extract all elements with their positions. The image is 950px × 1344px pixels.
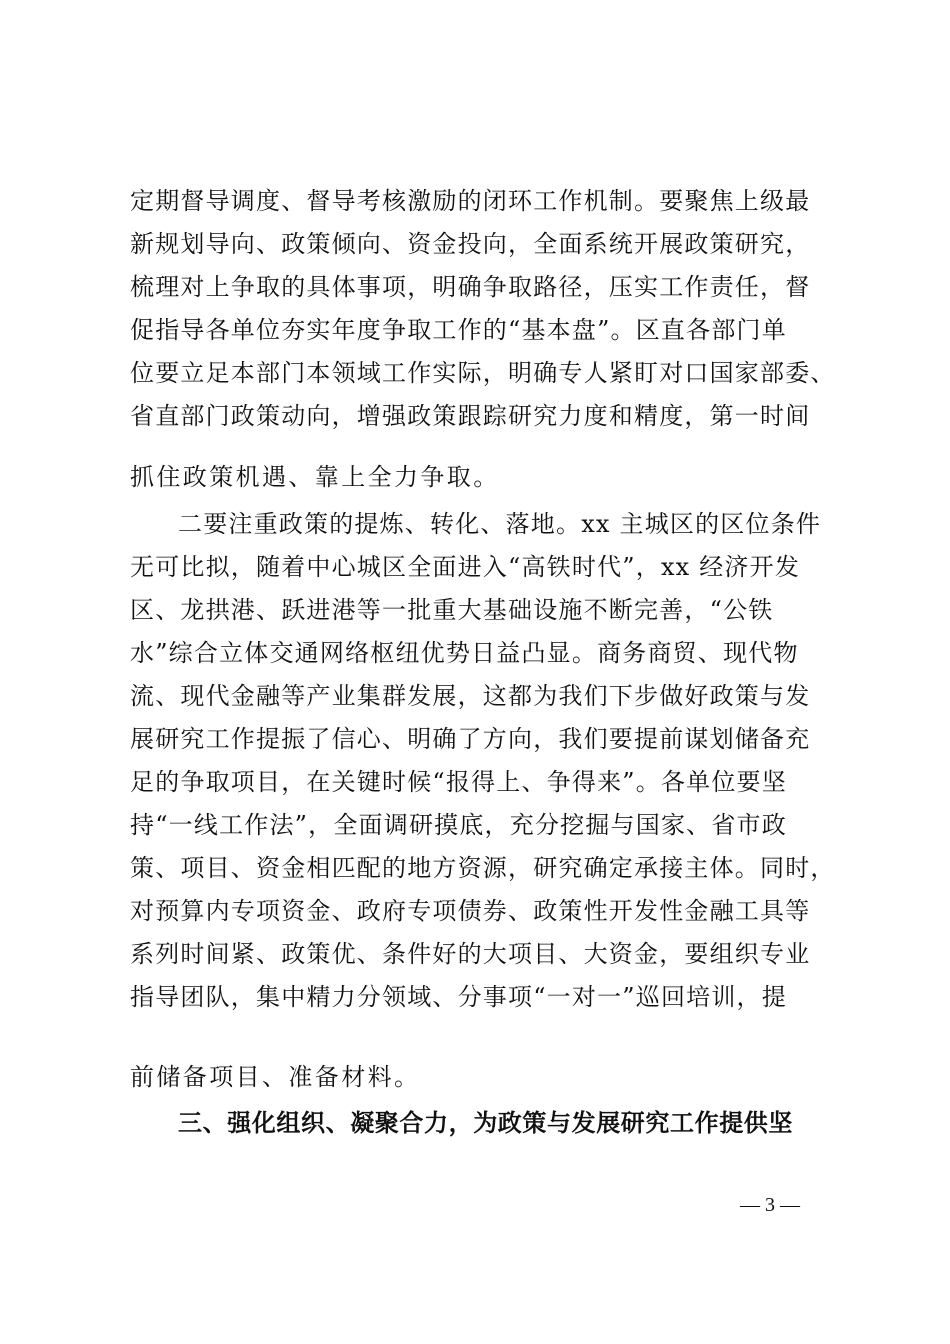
body-line-9: 无可比拟，随着中心城区全面进入“高铁时代”，xx 经济开发 xyxy=(130,553,801,581)
body-line-18: 系列时间紧、政策优、条件好的大项目、大资金，要组织专业 xyxy=(130,940,811,968)
body-line-14: 足的争取项目，在关键时候“报得上、争得来”。各单位要坚 xyxy=(130,768,787,796)
body-line-15: 持“一线工作法”，全面调研摸底，充分挖掘与国家、省市政 xyxy=(130,811,787,839)
body-line-12: 流、现代金融等产业集群发展，这都为我们下步做好政策与发 xyxy=(130,682,811,710)
body-line-5: 位要立足本部门本领域工作实际，明确专人紧盯对口国家部委、 xyxy=(130,359,836,387)
body-line-7: 抓住政策机遇、靠上全力争取。 xyxy=(130,463,500,491)
body-line-2: 新规划导向、政策倾向、资金投向，全面系统开展政策研究， xyxy=(130,230,811,258)
body-line-17: 对预算内专项资金、政府专项债券、政策性开发性金融工具等 xyxy=(130,897,811,925)
body-line-13: 展研究工作提振了信心、明确了方向，我们要提前谋划储备充 xyxy=(130,725,811,753)
body-line-19: 指导团队，集中精力分领域、分事项“一对一”巡回培训，提 xyxy=(130,983,787,1011)
body-line-16: 策、项目、资金相匹配的地方资源，研究确定承接主体。同时， xyxy=(130,854,836,882)
body-line-20: 前储备项目、准备材料。 xyxy=(130,1063,421,1091)
body-line-10: 区、龙拱港、跃进港等一批重大基础设施不断完善，“公铁 xyxy=(130,596,774,624)
body-line-11: 水”综合立体交通网络枢纽优势日益凸显。商务商贸、现代物 xyxy=(130,639,799,667)
body-line-3: 梳理对上争取的具体事项，明确争取路径，压实工作责任，督 xyxy=(130,273,811,301)
body-line-4: 促指导各单位夯实年度争取工作的“基本盘”。区直各部门单 xyxy=(130,316,787,344)
body-line-1: 定期督导调度、督导考核激励的闭环工作机制。要聚焦上级最 xyxy=(130,187,811,215)
body-line-6: 省直部门政策动向，增强政策跟踪研究力度和精度，第一时间 xyxy=(130,402,811,430)
page-number: — 3 — xyxy=(740,1194,800,1216)
body-line-8: 二要注重政策的提炼、转化、落地。xx 主城区的区位条件 xyxy=(178,510,822,538)
section-heading: 三、强化组织、凝聚合力，为政策与发展研究工作提供坚 xyxy=(178,1109,793,1137)
